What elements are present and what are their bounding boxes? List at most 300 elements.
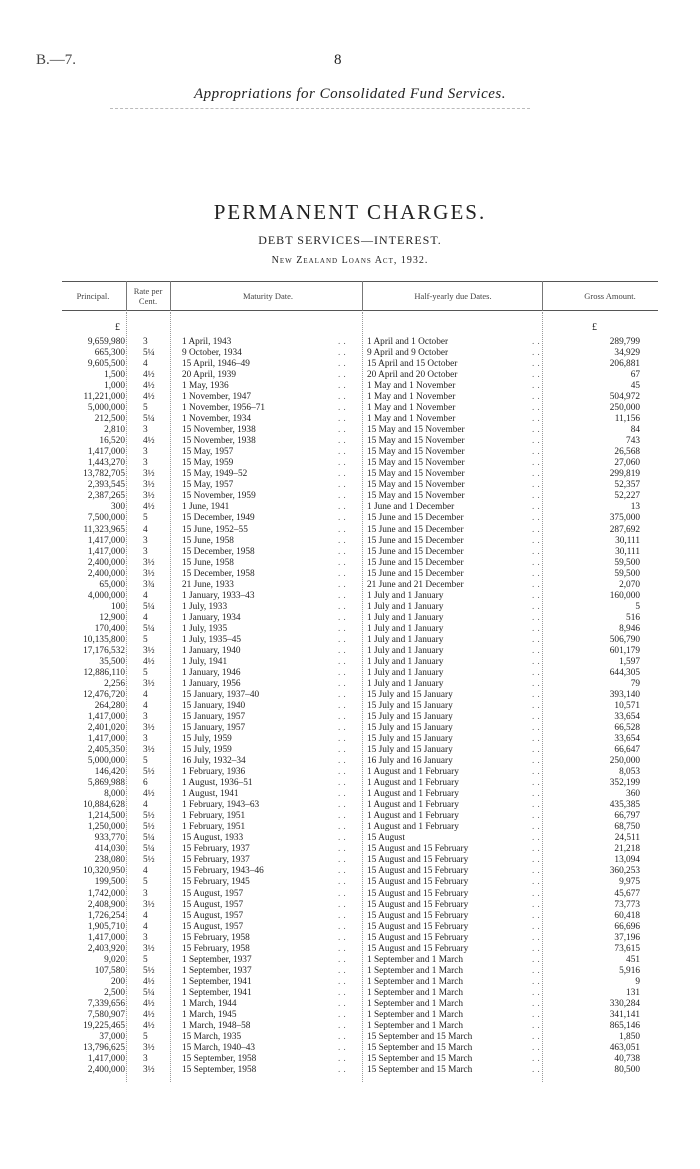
rate-cell: 5 xyxy=(143,877,148,888)
principal-cell: 1,417,000 xyxy=(87,932,125,943)
rate-cell: 4 xyxy=(143,612,148,623)
leader-dots: .. xyxy=(338,370,349,381)
maturity-cell: 1 July, 1935–45 xyxy=(182,634,242,645)
rate-cell: 3½ xyxy=(143,557,155,568)
principal-cell: 1,417,000 xyxy=(87,712,125,723)
leader-dots: .. xyxy=(532,723,543,734)
rate-cell: 3 xyxy=(143,712,148,723)
leader-dots: .. xyxy=(338,888,349,899)
rate-cell: 4½ xyxy=(143,392,155,403)
gross-amount-cell: 59,500 xyxy=(614,557,640,568)
leader-dots: .. xyxy=(532,1020,543,1031)
rate-cell: 3½ xyxy=(143,899,155,910)
leader-dots: .. xyxy=(532,634,543,645)
maturity-cell: 1 September, 1937 xyxy=(182,954,252,965)
leader-dots: .. xyxy=(338,601,349,612)
table-row xyxy=(0,502,700,513)
leader-dots: .. xyxy=(532,800,543,811)
principal-cell: 170,400 xyxy=(94,623,125,634)
principal-cell: 200 xyxy=(111,976,125,987)
due-dates-cell: 1 August and 1 February xyxy=(367,822,459,833)
due-dates-cell: 15 July and 15 January xyxy=(367,700,453,711)
gross-amount-cell: 1,597 xyxy=(619,656,640,667)
leader-dots: .. xyxy=(338,337,349,347)
table-row xyxy=(0,525,700,536)
leader-dots: .. xyxy=(338,1053,349,1064)
due-dates-cell: 1 May and 1 November xyxy=(367,403,456,414)
table-row xyxy=(0,811,700,822)
leader-dots: .. xyxy=(532,910,543,921)
table-row xyxy=(0,513,700,524)
column-rule xyxy=(362,281,363,311)
leader-dots: .. xyxy=(532,480,543,491)
maturity-cell: 1 July, 1933 xyxy=(182,601,228,612)
leader-dots: .. xyxy=(338,513,349,524)
leader-dots: .. xyxy=(532,491,543,502)
gross-amount-cell: 68,750 xyxy=(614,822,640,833)
principal-cell: 1,417,000 xyxy=(87,734,125,745)
rate-cell: 3 xyxy=(143,458,148,469)
leader-dots: .. xyxy=(338,590,349,601)
principal-cell: 2,810 xyxy=(104,425,125,436)
leader-dots: .. xyxy=(338,833,349,844)
leader-dots: .. xyxy=(532,734,543,745)
gross-amount-cell: 9,975 xyxy=(619,877,640,888)
gross-amount-cell: 250,000 xyxy=(609,403,640,414)
leader-dots: .. xyxy=(532,392,543,403)
principal-cell: 65,000 xyxy=(99,579,125,590)
table-row xyxy=(0,789,700,800)
due-dates-cell: 16 July and 16 January xyxy=(367,756,453,767)
rate-cell: 5 xyxy=(143,634,148,645)
table-row xyxy=(0,414,700,425)
principal-cell: 2,405,350 xyxy=(87,745,125,756)
table-row xyxy=(0,436,700,447)
due-dates-cell: 1 April and 1 October xyxy=(367,337,449,347)
leader-dots: .. xyxy=(532,678,543,689)
principal-cell: 4,000,000 xyxy=(87,590,125,601)
maturity-cell: 15 May, 1957 xyxy=(182,447,234,458)
leader-dots: .. xyxy=(338,623,349,634)
due-dates-cell: 15 August and 15 February xyxy=(367,844,469,855)
leader-dots: .. xyxy=(532,855,543,866)
principal-cell: 1,742,000 xyxy=(87,888,125,899)
leader-dots: .. xyxy=(338,745,349,756)
maturity-cell: 15 July, 1959 xyxy=(182,734,232,745)
leader-dots: .. xyxy=(338,899,349,910)
leader-dots: .. xyxy=(532,524,543,535)
maturity-cell: 15 January, 1940 xyxy=(182,700,246,711)
leader-dots: .. xyxy=(532,370,543,381)
gross-amount-cell: 644,305 xyxy=(609,667,640,678)
due-dates-cell: 1 July and 1 January xyxy=(367,678,444,689)
rate-cell: 4½ xyxy=(143,381,155,392)
rate-cell: 3 xyxy=(143,546,148,557)
leader-dots: .. xyxy=(338,392,349,403)
rate-cell: 5½ xyxy=(143,811,155,822)
rate-cell: 3½ xyxy=(143,1064,155,1075)
gross-amount-cell: 60,418 xyxy=(614,910,640,921)
leader-dots: .. xyxy=(338,712,349,723)
column-rule xyxy=(126,281,127,311)
rate-cell: 4½ xyxy=(143,1020,155,1031)
principal-cell: 300 xyxy=(111,502,125,513)
table-row xyxy=(0,800,700,811)
leader-dots: .. xyxy=(532,976,543,987)
principal-cell: 10,320,950 xyxy=(83,866,125,877)
table-row xyxy=(0,1010,700,1021)
table-row xyxy=(0,889,700,900)
principal-cell: 19,225,465 xyxy=(83,1020,125,1031)
leader-dots: .. xyxy=(338,965,349,976)
maturity-cell: 15 December, 1949 xyxy=(182,513,255,524)
gross-amount-cell: 435,385 xyxy=(609,800,640,811)
rate-cell: 5 xyxy=(143,954,148,965)
leader-dots: .. xyxy=(338,645,349,656)
leader-dots: .. xyxy=(532,381,543,392)
gross-amount-cell: 504,972 xyxy=(609,392,640,403)
gross-amount-cell: 40,738 xyxy=(614,1053,640,1064)
leader-dots: .. xyxy=(338,723,349,734)
maturity-cell: 1 September, 1941 xyxy=(182,987,252,998)
rate-cell: 5¼ xyxy=(143,987,155,998)
gross-amount-cell: 289,799 xyxy=(609,337,640,347)
maturity-cell: 1 September, 1937 xyxy=(182,965,252,976)
principal-cell: 7,500,000 xyxy=(87,513,125,524)
leader-dots: .. xyxy=(338,811,349,822)
rate-cell: 5½ xyxy=(143,822,155,833)
rate-cell: 3 xyxy=(143,932,148,943)
leader-dots: .. xyxy=(338,359,349,370)
table-row xyxy=(0,922,700,933)
gross-amount-cell: 73,615 xyxy=(614,943,640,954)
maturity-cell: 15 September, 1958 xyxy=(182,1053,257,1064)
principal-cell: 11,323,965 xyxy=(83,524,125,535)
leader-dots: .. xyxy=(532,998,543,1009)
principal-cell: 10,135,800 xyxy=(83,634,125,645)
maturity-cell: 15 November, 1938 xyxy=(182,436,256,447)
gross-amount-cell: 13,094 xyxy=(614,855,640,866)
rate-cell: 3 xyxy=(143,337,148,347)
principal-cell: 1,443,270 xyxy=(87,458,125,469)
leader-dots: .. xyxy=(338,425,349,436)
leader-dots: .. xyxy=(532,535,543,546)
maturity-cell: 15 March, 1935 xyxy=(182,1031,242,1042)
table-row xyxy=(0,480,700,491)
rate-cell: 3¾ xyxy=(143,579,155,590)
maturity-cell: 1 August, 1941 xyxy=(182,789,239,800)
due-dates-cell: 15 September and 15 March xyxy=(367,1053,473,1064)
leader-dots: .. xyxy=(338,844,349,855)
table-row xyxy=(0,734,700,745)
table-row xyxy=(0,756,700,767)
principal-cell: 1,726,254 xyxy=(87,910,125,921)
maturity-cell: 15 March, 1940–43 xyxy=(182,1042,256,1053)
leader-dots: .. xyxy=(338,502,349,513)
maturity-cell: 1 February, 1951 xyxy=(182,811,246,822)
table-top-rule xyxy=(62,281,658,282)
leader-dots: .. xyxy=(532,778,543,789)
leader-dots: .. xyxy=(338,756,349,767)
principal-cell: 2,401,020 xyxy=(87,723,125,734)
gross-amount-cell: 30,111 xyxy=(615,535,640,546)
leader-dots: .. xyxy=(338,689,349,700)
leader-dots: .. xyxy=(338,866,349,877)
gross-amount-cell: 52,227 xyxy=(614,491,640,502)
table-row xyxy=(0,469,700,480)
header-rate: Rate per Cent. xyxy=(133,286,163,306)
gross-amount-cell: 360 xyxy=(626,789,640,800)
due-dates-cell: 1 July and 1 January xyxy=(367,590,444,601)
maturity-cell: 15 February, 1945 xyxy=(182,877,250,888)
table-row xyxy=(0,348,700,359)
principal-cell: 16,520 xyxy=(99,436,125,447)
leader-dots: .. xyxy=(532,822,543,833)
table-row xyxy=(0,447,700,458)
gross-amount-cell: 341,141 xyxy=(609,1009,640,1020)
principal-cell: 1,417,000 xyxy=(87,546,125,557)
leader-dots: .. xyxy=(338,634,349,645)
maturity-cell: 15 February, 1958 xyxy=(182,932,250,943)
leader-dots: .. xyxy=(532,700,543,711)
maturity-cell: 15 May, 1949–52 xyxy=(182,469,248,480)
leader-dots: .. xyxy=(338,535,349,546)
rate-cell: 3 xyxy=(143,888,148,899)
table-row xyxy=(0,392,700,403)
table-row xyxy=(0,602,700,613)
due-dates-cell: 21 June and 21 December xyxy=(367,579,464,590)
leader-dots: .. xyxy=(338,469,349,480)
table-row xyxy=(0,1021,700,1032)
gross-amount-cell: 375,000 xyxy=(609,513,640,524)
leader-dots: .. xyxy=(532,645,543,656)
leader-dots: .. xyxy=(532,965,543,976)
leader-dots: .. xyxy=(532,656,543,667)
rate-cell: 6 xyxy=(143,778,148,789)
leader-dots: .. xyxy=(532,943,543,954)
gross-amount-cell: 463,051 xyxy=(609,1042,640,1053)
due-dates-cell: 15 September and 15 March xyxy=(367,1042,473,1053)
gross-amount-cell: 79 xyxy=(630,678,640,689)
principal-cell: 11,221,000 xyxy=(83,392,125,403)
gross-amount-cell: 160,000 xyxy=(609,590,640,601)
maturity-cell: 15 December, 1958 xyxy=(182,568,255,579)
principal-cell: 1,000 xyxy=(104,381,125,392)
due-dates-cell: 1 September and 1 March xyxy=(367,987,464,998)
rate-cell: 5¼ xyxy=(143,833,155,844)
maturity-cell: 1 November, 1934 xyxy=(182,414,252,425)
due-dates-cell: 15 May and 15 November xyxy=(367,458,465,469)
due-dates-cell: 15 August and 15 February xyxy=(367,910,469,921)
table-row xyxy=(0,712,700,723)
gross-amount-cell: 360,253 xyxy=(609,866,640,877)
table-row xyxy=(0,988,700,999)
rate-cell: 4 xyxy=(143,689,148,700)
gross-amount-cell: 2,070 xyxy=(619,579,640,590)
due-dates-cell: 1 July and 1 January xyxy=(367,612,444,623)
rate-cell: 5 xyxy=(143,756,148,767)
principal-cell: 12,886,110 xyxy=(83,667,125,678)
column-rule xyxy=(170,281,171,311)
table-row xyxy=(0,745,700,756)
leader-dots: .. xyxy=(338,491,349,502)
principal-cell: 199,500 xyxy=(94,877,125,888)
table-row xyxy=(0,558,700,569)
principal-cell: 10,884,628 xyxy=(83,800,125,811)
leader-dots: .. xyxy=(338,987,349,998)
maturity-cell: 1 February, 1936 xyxy=(182,767,246,778)
gross-amount-cell: 131 xyxy=(626,987,640,998)
leader-dots: .. xyxy=(338,568,349,579)
gross-amount-cell: 27,060 xyxy=(614,458,640,469)
gross-amount-cell: 13 xyxy=(630,502,640,513)
rate-cell: 3½ xyxy=(143,469,155,480)
due-dates-cell: 15 June and 15 December xyxy=(367,546,464,557)
principal-cell: 13,782,705 xyxy=(83,469,125,480)
principal-cell: 100 xyxy=(111,601,125,612)
table-row xyxy=(0,679,700,690)
maturity-cell: 15 August, 1957 xyxy=(182,921,244,932)
leader-dots: .. xyxy=(338,822,349,833)
gross-amount-cell: 24,511 xyxy=(614,833,640,844)
gross-amount-cell: 299,819 xyxy=(609,469,640,480)
due-dates-cell: 15 May and 15 November xyxy=(367,425,465,436)
gross-amount-cell: 5,916 xyxy=(619,965,640,976)
principal-cell: 2,400,000 xyxy=(87,557,125,568)
leader-dots: .. xyxy=(532,568,543,579)
leader-dots: .. xyxy=(338,1064,349,1075)
due-dates-cell: 15 June and 15 December xyxy=(367,568,464,579)
maturity-cell: 1 August, 1936–51 xyxy=(182,778,253,789)
table-row xyxy=(0,624,700,635)
due-dates-cell: 15 June and 15 December xyxy=(367,513,464,524)
leader-dots: .. xyxy=(532,601,543,612)
leader-dots: .. xyxy=(532,623,543,634)
due-dates-cell: 1 August and 1 February xyxy=(367,778,459,789)
table-row xyxy=(0,855,700,866)
leader-dots: .. xyxy=(338,678,349,689)
leader-dots: .. xyxy=(338,954,349,965)
leader-dots: .. xyxy=(338,778,349,789)
maturity-cell: 15 June, 1952–55 xyxy=(182,524,248,535)
maturity-cell: 1 July, 1941 xyxy=(182,656,228,667)
principal-cell: 1,417,000 xyxy=(87,535,125,546)
due-dates-cell: 1 July and 1 January xyxy=(367,656,444,667)
maturity-cell: 15 November, 1938 xyxy=(182,425,256,436)
table-row xyxy=(0,1032,700,1043)
table-row xyxy=(0,944,700,955)
gross-amount-cell: 80,500 xyxy=(614,1064,640,1075)
rate-cell: 3½ xyxy=(143,491,155,502)
table-row xyxy=(0,613,700,624)
due-dates-cell: 15 July and 15 January xyxy=(367,712,453,723)
table-row xyxy=(0,911,700,922)
gross-amount-cell: 33,654 xyxy=(614,712,640,723)
leader-dots: .. xyxy=(338,1031,349,1042)
table-row xyxy=(0,337,700,348)
header-principal: Principal. xyxy=(76,291,110,301)
maturity-cell: 1 January, 1940 xyxy=(182,645,241,656)
due-dates-cell: 1 May and 1 November xyxy=(367,381,456,392)
principal-cell: 2,408,900 xyxy=(87,899,125,910)
leader-dots: .. xyxy=(532,1064,543,1075)
leader-dots: .. xyxy=(532,1031,543,1042)
rate-cell: 4 xyxy=(143,800,148,811)
principal-cell: 8,000 xyxy=(104,789,125,800)
gross-amount-cell: 30,111 xyxy=(615,546,640,557)
rate-cell: 3½ xyxy=(143,678,155,689)
principal-cell: 1,905,710 xyxy=(87,921,125,932)
act-title: New Zealand Loans Act, 1932. xyxy=(271,255,429,266)
leader-dots: .. xyxy=(532,899,543,910)
principal-cell: 13,796,625 xyxy=(83,1042,125,1053)
maturity-cell: 20 April, 1939 xyxy=(182,370,236,381)
due-dates-cell: 15 August and 15 February xyxy=(367,888,469,899)
due-dates-cell: 15 May and 15 November xyxy=(367,491,465,502)
maturity-cell: 1 November, 1956–71 xyxy=(182,403,266,414)
principal-cell: 2,256 xyxy=(104,678,125,689)
principal-cell: 5,869,988 xyxy=(87,778,125,789)
principal-cell: 5,000,000 xyxy=(87,756,125,767)
rate-cell: 3½ xyxy=(143,1042,155,1053)
table-row xyxy=(0,966,700,977)
table-row xyxy=(0,690,700,701)
table-row xyxy=(0,657,700,668)
rate-cell: 4 xyxy=(143,524,148,535)
table-row xyxy=(0,536,700,547)
principal-cell: 107,580 xyxy=(94,965,125,976)
rate-cell: 4½ xyxy=(143,1009,155,1020)
leader-dots: .. xyxy=(532,888,543,899)
rate-cell: 5¼ xyxy=(143,348,155,359)
table-row xyxy=(0,668,700,679)
gross-amount-cell: 1,850 xyxy=(619,1031,640,1042)
due-dates-cell: 1 September and 1 March xyxy=(367,965,464,976)
gross-amount-cell: 601,179 xyxy=(609,645,640,656)
rate-cell: 3½ xyxy=(143,723,155,734)
leader-dots: .. xyxy=(338,855,349,866)
rate-cell: 4½ xyxy=(143,370,155,381)
gross-amount-cell: 66,528 xyxy=(614,723,640,734)
gross-amount-cell: 865,146 xyxy=(609,1020,640,1031)
maturity-cell: 16 July, 1932–34 xyxy=(182,756,246,767)
maturity-cell: 15 June, 1958 xyxy=(182,535,234,546)
leader-dots: .. xyxy=(532,513,543,524)
rate-cell: 4½ xyxy=(143,998,155,1009)
leader-dots: .. xyxy=(532,469,543,480)
principal-cell: 7,339,656 xyxy=(87,998,125,1009)
gross-amount-cell: 393,140 xyxy=(609,689,640,700)
leader-dots: .. xyxy=(532,502,543,513)
rate-cell: 5½ xyxy=(143,855,155,866)
due-dates-cell: 15 August and 15 February xyxy=(367,921,469,932)
due-dates-cell: 15 August and 15 February xyxy=(367,877,469,888)
rate-cell: 4½ xyxy=(143,656,155,667)
due-dates-cell: 1 August and 1 February xyxy=(367,800,459,811)
leader-dots: .. xyxy=(338,612,349,623)
gross-amount-cell: 10,571 xyxy=(614,700,640,711)
section-subheading: DEBT SERVICES—INTEREST. xyxy=(258,233,442,247)
gross-amount-cell: 451 xyxy=(626,954,640,965)
pound-sign-principal: £ xyxy=(115,322,120,333)
rate-cell: 5¼ xyxy=(143,844,155,855)
gross-amount-cell: 743 xyxy=(626,436,640,447)
leader-dots: .. xyxy=(338,767,349,778)
principal-cell: 1,250,000 xyxy=(87,822,125,833)
due-dates-cell: 1 May and 1 November xyxy=(367,392,456,403)
due-dates-cell: 1 August and 1 February xyxy=(367,767,459,778)
leader-dots: .. xyxy=(532,932,543,943)
